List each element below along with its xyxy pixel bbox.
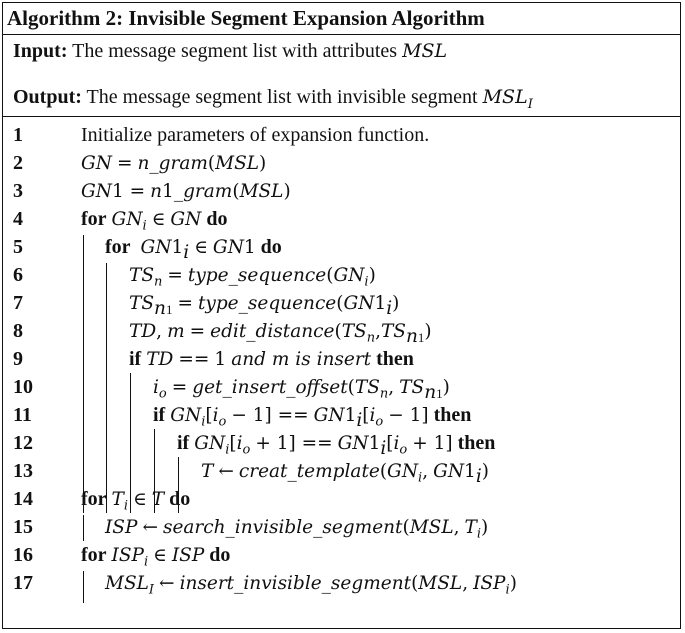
line-text: GN = n_gram(MSL) [81,153,267,174]
line-text: $i_o$ = $get\_insert\_offset(TS_n$, $TS_{n1}$) [153,377,450,403]
indent-bar-for-4 [83,571,84,603]
indent-bar-for-2 [106,263,107,513]
line-text: Initialize parameters of expansion function. [81,124,430,146]
line-text: $TS_{n1}$ = $type\_sequence(GN1_i)$ [129,293,400,319]
algo-line-10 [3,373,680,401]
line-text: for $ISP_i$ ∈ ISP do [81,544,231,570]
algo-line-12 [3,429,680,457]
algo-line-1 [3,121,680,149]
line-number: 5 [13,236,23,258]
algo-line-7 [3,289,680,317]
algo-line-4 [3,205,680,233]
line-text: ISP ← search_invisible_segment(MSL, $T_i$) [105,517,489,542]
algo-line-14 [3,485,680,513]
algo-line-17 [3,569,680,597]
line-number: 7 [13,292,23,314]
input-text: The message segment list with attributes [72,40,398,62]
line-number: 17 [13,572,33,594]
line-text: if $GN_i[i_o - 1] == GN1_i[i_o - 1]$ then [153,404,472,431]
indent-bar-if-1 [130,373,131,513]
algo-line-2 [3,149,680,177]
line-text: for $T_i$ ∈ T do [81,488,191,514]
line-text: $MSL_I$ ← insert_invisible_segment(MSL, $ISP_i$) [105,573,517,598]
algorithm-title: Algorithm 2: Invisible Segment Expansion Algorithm [7,6,485,30]
line-text: if $GN_i[i_o + 1] == GN1_i[i_o + 1]$ then [177,432,496,459]
indent-bar-if-3 [178,457,179,513]
output-text: The message segment list with invisible segment [86,86,478,108]
line-text: for $GN1_i$ ∈ GN1 do [105,236,282,263]
algo-line-5 [3,233,680,261]
line-number: 12 [13,432,33,454]
io-rule [3,116,680,117]
indent-bar-if-2 [154,429,155,513]
line-number: 9 [13,348,23,370]
output-line [13,83,533,111]
output-label: Output: [13,86,82,108]
line-number: 10 [13,376,33,398]
line-text: TD, $m = edit\_distance(TS_n,TS_{n1})$ [129,321,432,347]
line-number: 3 [13,180,23,202]
line-number: 16 [13,544,33,566]
indent-bar-for-3 [83,515,84,541]
line-text: GN1 = n1_gram(MSL) [81,181,291,202]
line-number: 14 [13,488,33,510]
algo-line-11 [3,401,680,429]
line-number: 1 [13,124,23,146]
algo-line-15 [3,513,680,541]
algo-line-3 [3,177,680,205]
algorithm-box [2,2,681,629]
line-text: T ← $creat\_template(GN_i$, $GN1_i$) [201,461,489,487]
line-number: 6 [13,264,23,286]
line-number: 2 [13,152,23,174]
indent-bar-for-1 [83,235,84,513]
algo-line-16 [3,541,680,569]
line-number: 4 [13,208,23,230]
output-var: $MSL_I$ [482,86,533,112]
algo-line-13 [3,457,680,485]
line-text: for $GN_i$ ∈ GN do [81,208,228,234]
line-number: 11 [13,404,32,426]
algo-line-8 [3,317,680,345]
title-rule [3,34,680,35]
line-number: 8 [13,320,23,342]
algo-line-9 [3,345,680,373]
input-var: MSL [402,40,448,62]
line-text: if TD == 1 and m is insert then [129,348,414,370]
algo-line-6 [3,261,680,289]
input-line [13,37,447,65]
line-number: 13 [13,460,33,482]
input-label: Input: [13,40,68,62]
line-text: $TS_n$ = $type\_sequence(GN_i)$ [129,265,376,290]
line-number: 15 [13,516,33,538]
